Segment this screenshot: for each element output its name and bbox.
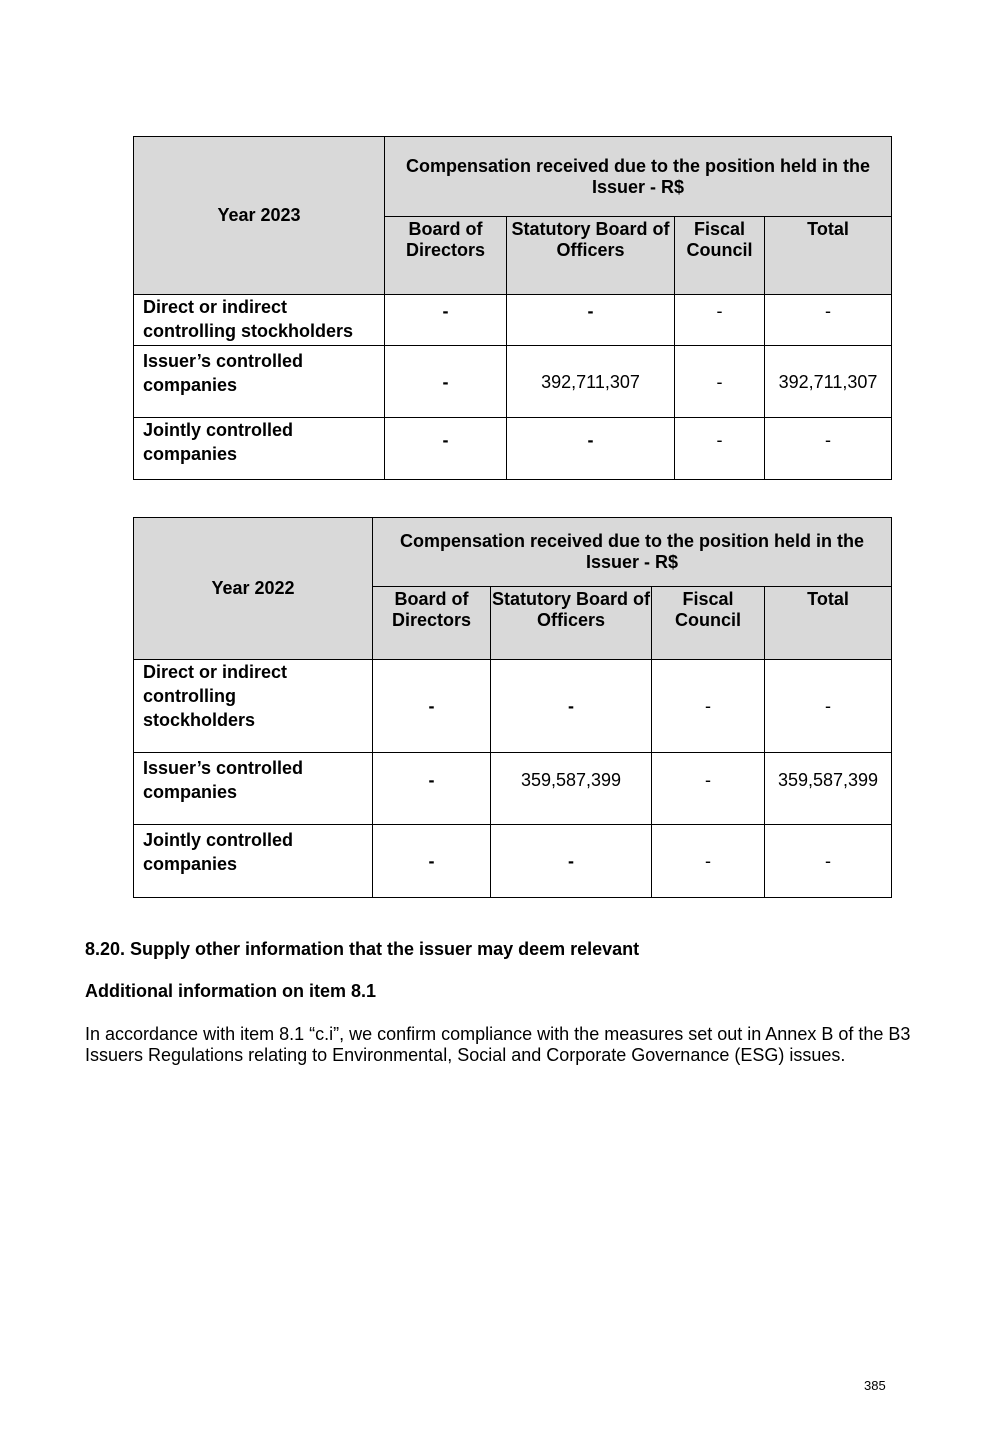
cell-value: 359,587,399 — [765, 753, 892, 825]
cell-value: - — [765, 825, 892, 898]
cell-value: - — [675, 418, 765, 480]
cell-value: - — [491, 825, 652, 898]
year-header: Year 2022 — [134, 518, 373, 660]
column-header: Total — [765, 217, 892, 295]
row-label: Direct or indirect controlling stockholders — [134, 660, 373, 753]
cell-value: - — [765, 418, 892, 480]
table-row — [134, 660, 892, 753]
cell-value: - — [373, 753, 491, 825]
year-header: Year 2023 — [134, 137, 385, 295]
column-header: Statutory Board of Officers — [491, 587, 652, 660]
column-header: Board of Directors — [373, 587, 491, 660]
column-header: Statutory Board of Officers — [507, 217, 675, 295]
table-row — [134, 753, 892, 825]
column-header: Fiscal Council — [652, 587, 765, 660]
cell-value: - — [491, 660, 652, 753]
cell-value: - — [652, 660, 765, 753]
column-header: Total — [765, 587, 892, 660]
group-header: Compensation received due to the position held in the Issuer - R$ — [373, 518, 892, 587]
compensation-table-2022 — [133, 517, 892, 898]
cell-value: - — [765, 295, 892, 346]
cell-value: 392,711,307 — [507, 346, 675, 418]
row-label: Issuer’s controlled companies — [134, 346, 385, 418]
table-row — [134, 418, 892, 480]
table-row — [134, 346, 892, 418]
cell-value: - — [507, 418, 675, 480]
body-paragraph: In accordance with item 8.1 “c.i”, we confirm compliance with the measures set out in Annex B of the B3 Issuers Regulations relating to Environmental, Social and Corporate Governance (ESG) issues. — [85, 1024, 911, 1065]
cell-value: - — [507, 295, 675, 346]
cell-value: 359,587,399 — [491, 753, 652, 825]
cell-value: - — [385, 418, 507, 480]
cell-value: - — [373, 660, 491, 753]
cell-value: - — [652, 825, 765, 898]
compensation-table-2023 — [133, 136, 892, 480]
subheading: Additional information on item 8.1 — [85, 981, 377, 1001]
table-row — [134, 295, 892, 346]
row-label: Direct or indirect controlling stockholders — [134, 295, 385, 346]
cell-value: - — [765, 660, 892, 753]
section-heading: 8.20. Supply other information that the issuer may deem relevant — [85, 939, 640, 959]
column-header: Board of Directors — [385, 217, 507, 295]
row-label: Jointly controlled companies — [134, 825, 373, 898]
cell-value: - — [652, 753, 765, 825]
table-row — [134, 825, 892, 898]
row-label: Jointly controlled companies — [134, 418, 385, 480]
cell-value: - — [675, 295, 765, 346]
group-header: Compensation received due to the position held in the Issuer - R$ — [385, 137, 892, 217]
page-number: 385 — [864, 1378, 886, 1393]
row-label: Issuer’s controlled companies — [134, 753, 373, 825]
cell-value: - — [373, 825, 491, 898]
cell-value: - — [675, 346, 765, 418]
cell-value: 392,711,307 — [765, 346, 892, 418]
cell-value: - — [385, 295, 507, 346]
column-header: Fiscal Council — [675, 217, 765, 295]
cell-value: - — [385, 346, 507, 418]
